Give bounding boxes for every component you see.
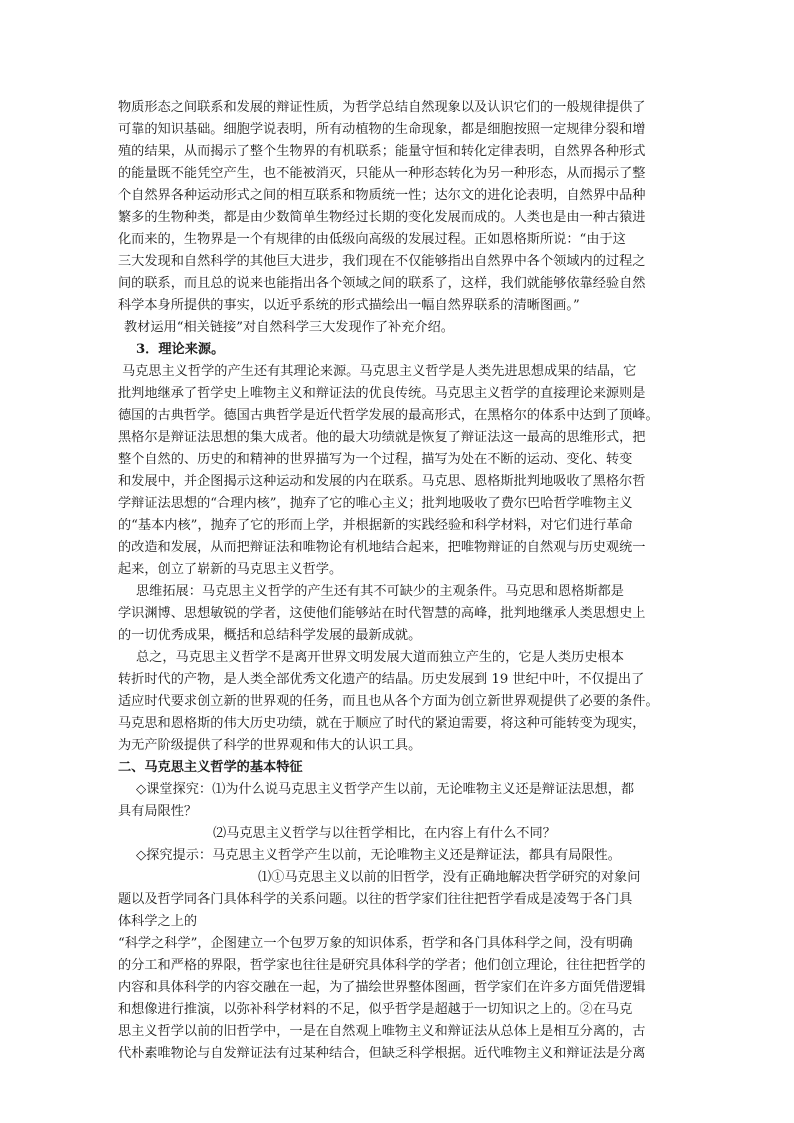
text-line: ◇课堂探究：⑴为什么说马克思主义哲学产生以前，无论唯物主义还是辩证法思想，都 [136,782,635,797]
text-line: 教材运用“相关链接”对自然科学三大发现作了补充介绍。 [124,320,454,335]
text-line: 的分工和严格的界限，哲学家也往往是研究具体科学的学者；他们创立理论，往往把哲学的 [118,958,646,973]
text-line: 为无产阶级提供了科学的世界观和伟大的认识工具。 [118,738,422,753]
text-line: 和发展中，并企图揭示这种运动和发展的内在联系。马克思、恩格斯批判地吸收了黑格尔哲 [118,474,646,489]
text-line: 的能量既不能凭空产生，也不能被消灭，只能从一种形态转化为另一种形态，从而揭示了整 [118,166,646,181]
text-line: 可靠的知识基础。细胞学说表明，所有动植物的生命现象，都是细胞按照一定规律分裂和增 [118,122,646,137]
text-line: 思维拓展：马克思主义哲学的产生还有其不可缺少的主观条件。马克思和恩格斯都是 [136,584,624,599]
text-line: 二、马克思主义哲学的基本特征 [118,760,303,775]
text-line: 适应时代要求创立新的世界观的任务，而且也从各个方面为创立新世界观提供了必要的条件。 [118,694,659,709]
text-line: 批判地继承了哲学史上唯物主义和辩证法的优良传统。马克思主义哲学的直接理论来源则是 [118,386,646,401]
text-line: 马克思主义哲学的产生还有其理论来源。马克思主义哲学是人类先进思想成果的结晶，它 [122,364,637,379]
text-line: 题以及哲学同各门具体科学的关系问题。以往的哲学家们往往把哲学看成是凌驾于各门具 [118,892,633,907]
text-line: 的“基本内核”，抛弃了它的形而上学，并根据新的实践经验和科学材料，对它们进行革命 [118,518,633,533]
text-line: 物质形态之间联系和发展的辩证性质，为哲学总结自然现象以及认识它们的一般规律提供了 [118,100,646,115]
text-line: 三大发现和自然科学的其他巨大进步，我们现在不仅能够指出自然界中各个领域内的过程之 [118,254,646,269]
text-line: 的改造和发展，从而把辩证法和唯物论有机地结合起来，把唯物辩证的自然观与历史观统一 [118,540,646,555]
text-line: 体科学之上的 [118,914,198,929]
document-page [118,97,680,1065]
text-line: 转折时代的产物，是人类全部优秀文化遗产的结晶。历史发展到 19 世纪中叶，不仅提出了 [118,672,645,687]
text-line: 学辩证法思想的“合理内核”，抛弃了它的唯心主义；批判地吸收了费尔巴哈哲学唯物主义 [118,496,633,511]
text-line: 具有局限性？ [118,804,198,819]
text-line: 3．理论来源。 [136,342,225,357]
text-line: 思主义哲学以前的旧哲学中，一是在自然观上唯物主义和辩证法从总体上是相互分离的，古 [118,1024,646,1039]
text-line: 代朴素唯物论与自发辩证法有过某种结合，但缺乏科学根据。近代唯物主义和辩证法是分离 [118,1046,646,1061]
text-line: ⑵马克思主义哲学与以往哲学相比，在内容上有什么不同？ [213,826,556,841]
text-line: 繁多的生物种类，都是由少数简单生物经过长期的变化发展而成的。人类也是由一种古猿进 [118,210,646,225]
text-line: 总之，马克思主义哲学不是离开世界文明发展大道而独立产生的，它是人类历史根本 [136,650,624,665]
text-line: 的一切优秀成果，概括和总结科学发展的最新成就。 [118,628,422,643]
text-line: 个自然界各种运动形式之间的相互联系和物质统一性；达尔文的进化论表明，自然界中品种 [118,188,646,203]
text-line: 黑格尔是辩证法思想的集大成者。他的最大功绩就是恢复了辩证法这一最高的思维形式，把 [118,430,646,445]
text-line: 整个自然的、历史的和精神的世界描写为一个过程，描写为处在不断的运动、变化、转变 [118,452,633,467]
text-line: 学识渊博、思想敏锐的学者，这使他们能够站在时代智慧的高峰，批判地继承人类思想史上 [118,606,646,621]
text-line: 科学本身所提供的事实，以近乎系统的形式描绘出一幅自然界联系的清晰图画。” [118,298,580,313]
text-line: 德国的古典哲学。德国古典哲学是近代哲学发展的最高形式，在黑格尔的体系中达到了顶峰。 [118,408,659,423]
text-line: “科学之科学”，企图建立一个包罗万象的知识体系，哲学和各门具体科学之间，没有明确 [118,936,633,951]
text-line: ◇探究提示：马克思主义哲学产生以前，无论唯物主义还是辩证法，都具有局限性。 [136,848,621,863]
text-line: 马克思和恩格斯的伟大历史功绩，就在于顺应了时代的紧迫需要，将这种可能转变为现实， [118,716,646,731]
text-line: 间的联系，而且总的说来也能指出各个领域之间的联系了，这样，我们就能够依靠经验自然 [118,276,646,291]
text-line: ⑴①马克思主义以前的旧哲学，没有正确地解决哲学研究的对象问 [258,870,641,885]
text-line: 化而来的，生物界是一个有规律的由低级向高级的发展过程。正如恩格斯所说：“由于这 [118,232,626,247]
text-line: 殖的结果，从而揭示了整个生物界的有机联系；能量守恒和转化定律表明，自然界各种形式 [118,144,646,159]
text-line: 起来，创立了崭新的马克思主义哲学。 [118,562,343,577]
text-line: 内容和具体科学的内容交融在一起，为了描绘世界整体图画，哲学家们在许多方面凭借逻辑 [118,980,646,995]
text-line: 和想像进行推演，以弥补科学材料的不足，似乎哲学是超越于一切知识之上的。②在马克 [118,1002,633,1017]
